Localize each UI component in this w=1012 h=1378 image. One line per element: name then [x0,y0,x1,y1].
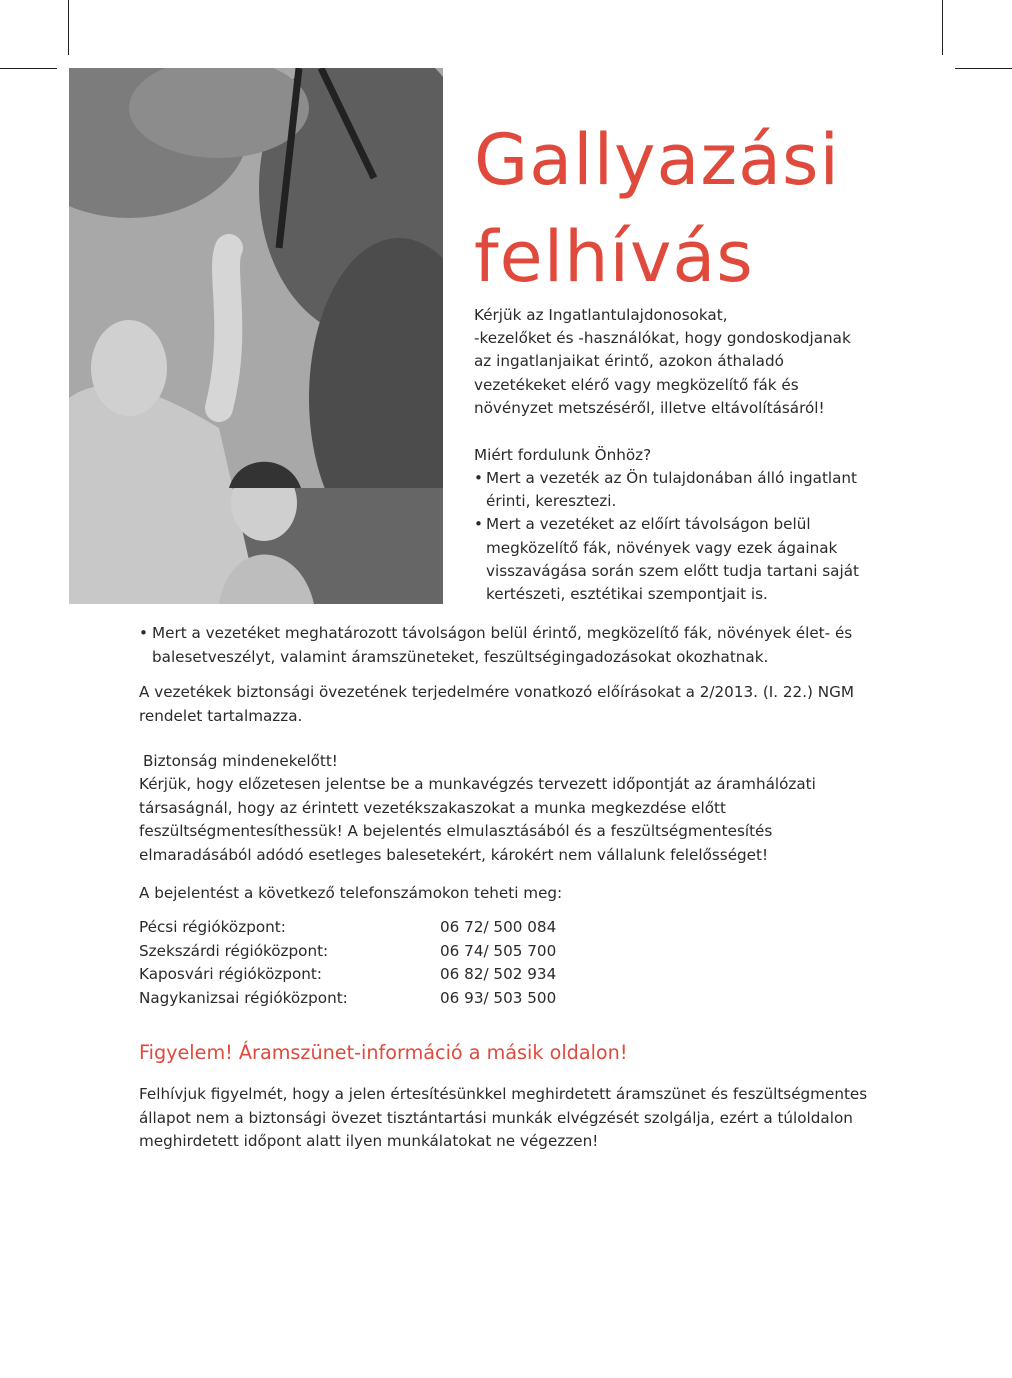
phone-number: 06 74/ 505 700 [440,941,557,960]
attention-heading: Figyelem! Áramszünet-információ a másik oldalon! [139,1041,628,1064]
phone-row [139,940,556,964]
reason-item-wide: • Mert a vezetéket meghatározott távolságon belül érintő, megközelítő fák, növények élet- és balesetveszélyt, valamint áramszüneteket, feszültségingadozásokat okozhatnak. [139,622,912,669]
phone-region: Kaposvári régióközpont: [139,965,322,984]
photo-illustration [69,68,443,604]
phone-row [139,987,556,1011]
safety-text: Kérjük, hogy előzetesen jelentse be a munkavégzés tervezett időpontját az áramhálózati társaságnál, hogy az érintett vezetékszakaszokat a munka megkezdése előtt feszültségmentesíthessük! A bejelentés elmulasztásából és a feszültségmentesítés elmaradásából adódó esetleges balesetekért, károkért nem vállalunk felelősséget! [139,775,816,864]
regulation-text: A vezetékek biztonsági övezetének terjedelmére vonatkozó előírásokat a 2/2013. (I. 22.) NGM rendelet tartalmazza. [139,683,855,725]
intro-line: Kérjük az Ingatlantulajdonosokat, [474,306,728,324]
safety-heading: Biztonság mindenekelőtt! [143,752,338,770]
phones-intro: A bejelentést a következő telefonszámokon teheti meg: [139,884,563,902]
intro-line: -kezelőket és -használókat, hogy gondoskodjanak [474,329,851,348]
page-title [474,112,840,306]
phone-region: Pécsi régióközpont: [139,918,286,936]
reasons-list [474,467,904,606]
intro-line: növényzet metszéséről, illetve eltávolításáról! [474,398,825,417]
phone-number: 06 72/ 500 084 [440,918,557,936]
reason-item: • Mert a vezetéket az előírt távolságon belül megközelítő fák, növények vagy ezek ágainak visszavágása során szem előtt tudja tartani saját kertészeti, esztétikai szempontjait is. [474,513,904,606]
crop-mark-top-left-vertical [68,0,69,55]
title-line-2: felhívás [474,216,754,298]
phone-region: Szekszárdi régióközpont: [139,941,329,960]
reason-item: • Mert a vezeték az Ön tulajdonában álló ingatlant érinti, keresztezi. [474,467,904,513]
phone-row [139,916,556,940]
intro-paragraph [474,304,894,420]
phone-number: 06 93/ 503 500 [440,988,557,1007]
closing-text: Felhívjuk figyelmét, hogy a jelen értesítésünkkel meghirdetett áramszünet és feszültségmentes állapot nem a biztonsági övezet tisztántartási munkák elvégzését szolgálja, ezért a túloldalon meghirdetett időpont alatt ilyen munkálatokat ne végezzen! [139,1085,868,1150]
phone-row [139,963,556,987]
crop-mark-top-left-horizontal [0,68,57,69]
phone-list [139,916,556,1010]
crop-mark-top-right-horizontal [955,68,1012,69]
phone-number: 06 82/ 502 934 [440,965,557,984]
intro-line: vezetékeket elérő vagy megközelítő fák és [474,375,799,394]
crop-mark-top-right-vertical [942,0,943,55]
title-line-1: Gallyazási [474,119,840,201]
gardening-photo [69,68,443,604]
why-heading: Miért fordulunk Önhöz? [474,446,652,464]
intro-line: az ingatlanjaikat érintő, azokon áthaladó [474,352,784,371]
phone-region: Nagykanizsai régióközpont: [139,988,348,1007]
